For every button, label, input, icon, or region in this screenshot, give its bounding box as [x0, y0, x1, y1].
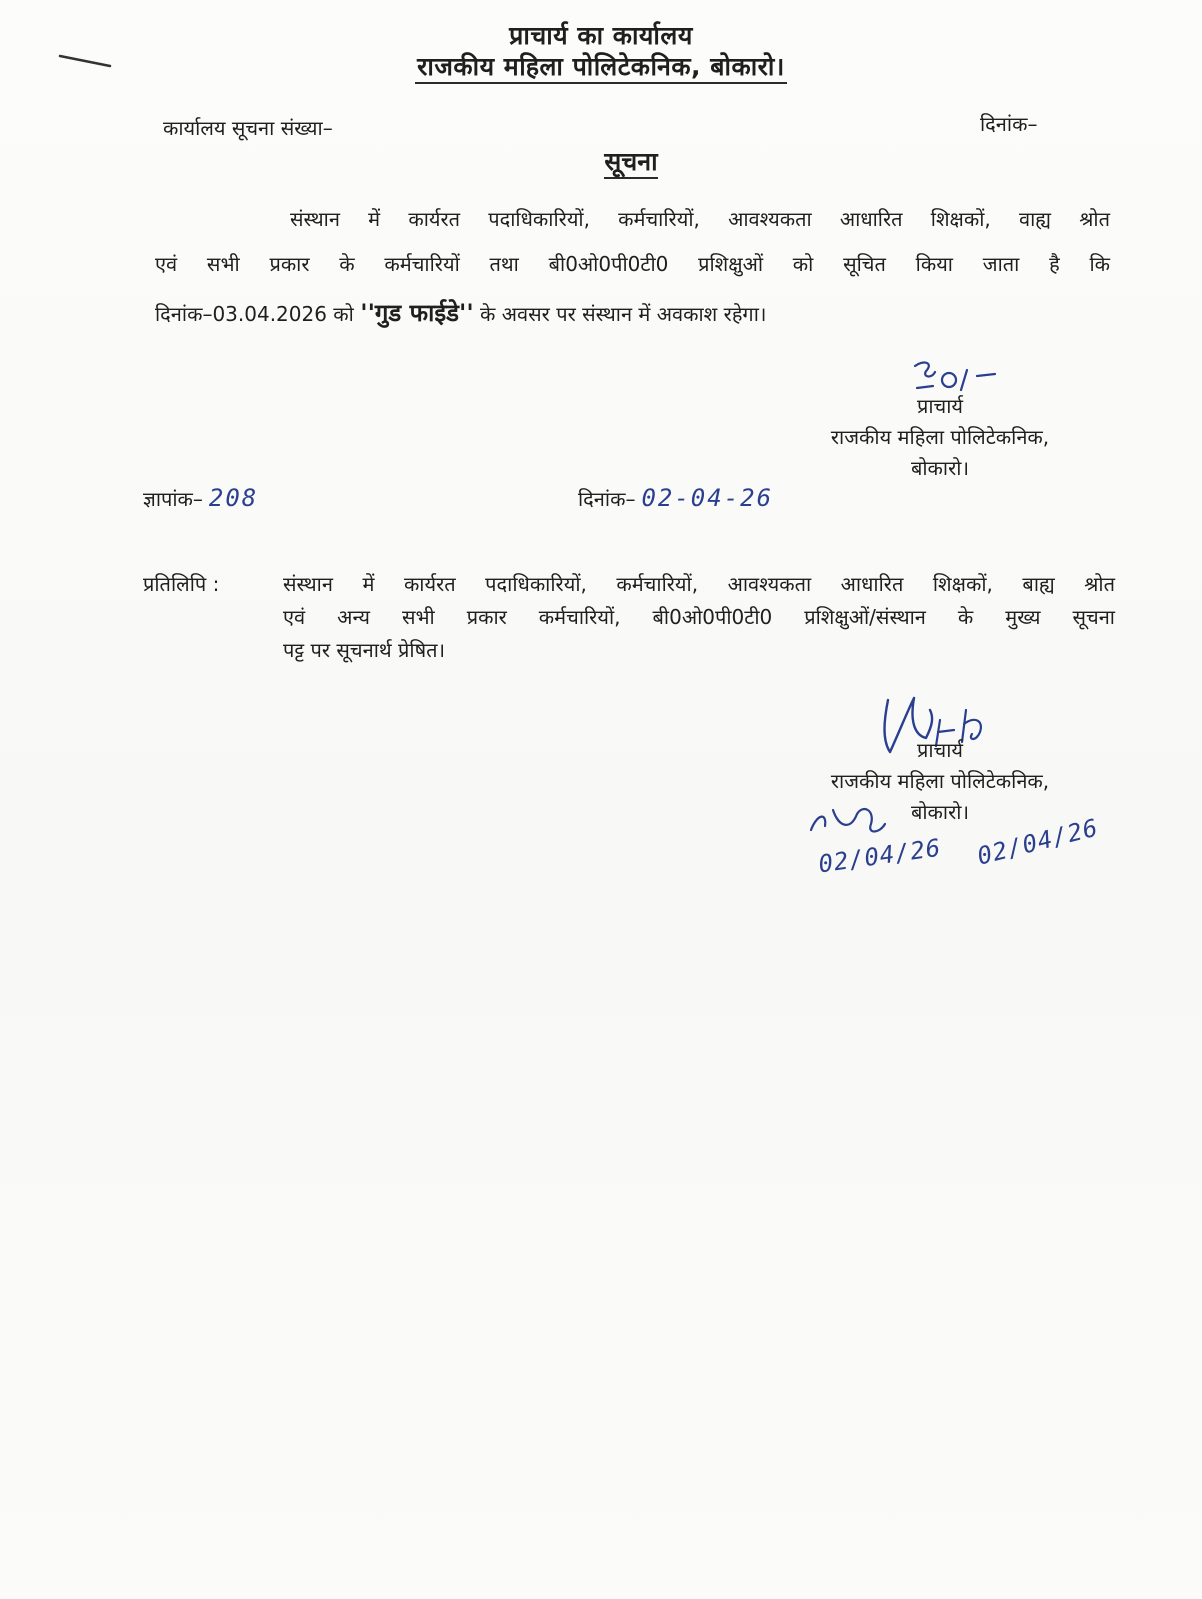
notice-closing-text: के अवसर पर संस्थान में अवकाश रहेगा। [473, 302, 767, 326]
notice-body-line-2: एवं सभी प्रकार के कर्मचारियों तथा बी0ओ0पी0टी0 प्रशिक्षुओं को सूचित किया जाता है कि [155, 252, 1110, 276]
office-heading: प्राचार्य का कार्यालय [509, 21, 693, 50]
signatory-designation: प्राचार्य [916, 394, 964, 418]
signatory-place: बोकारो। [910, 456, 970, 480]
copy-line-3: पट्ट पर सूचनार्थ प्रेषित। [283, 638, 446, 662]
receipt-date-2: 02/04/26 [974, 813, 1102, 871]
copy-signatory-place: बोकारो। [910, 800, 970, 824]
notice-date-text: दिनांक–03.04.2026 को [155, 302, 361, 326]
memo-label: ज्ञापांक– [143, 487, 203, 511]
notice-title [0, 144, 1202, 178]
notice-title-text: सूचना [604, 147, 657, 179]
copy-signatory-institution: राजकीय महिला पोलिटेकनिक, [830, 769, 1050, 793]
institution-heading-text: राजकीय महिला पोलिटेकनिक, बोकारो। [415, 52, 787, 84]
memo-number [143, 484, 258, 512]
copy-signatory-designation: प्राचार्य [916, 738, 964, 762]
initials-signature [905, 358, 1005, 394]
copy-line-1: संस्थान में कार्यरत पदाधिकारियों, कर्मचारियों, आवश्यकता आधारित शिक्षकों, बाह्य श्रोत [283, 572, 1115, 596]
memo-date-value: 02-04-26 [641, 484, 774, 512]
memo-number-value: 208 [208, 484, 259, 512]
institution-heading [0, 49, 1202, 83]
memo-date [578, 484, 773, 512]
notice-body-line-1: संस्थान में कार्यरत पदाधिकारियों, कर्मचारियों, आवश्यकता आधारित शिक्षकों, वाह्य श्रोत [290, 207, 1110, 231]
signatory-institution: राजकीय महिला पोलिटेकनिक, [830, 425, 1050, 449]
receipt-date-1: 02/04/26 [816, 833, 943, 879]
copy-line-2: एवं अन्य सभी प्रकार कर्मचारियों, बी0ओ0पी0टी0 प्रशिक्षुओं/संस्थान के मुख्य सूचना [283, 605, 1115, 629]
signature-block-1 [780, 391, 1100, 484]
notice-body-line-3 [155, 296, 1110, 329]
notice-date-label: दिनांक– [980, 112, 1038, 136]
holiday-name: ''गुड फाईडे'' [360, 299, 474, 327]
memo-date-label: दिनांक– [578, 487, 636, 511]
notice-number-label: कार्यालय सूचना संख्या– [163, 116, 333, 140]
receipt-initials [805, 800, 895, 840]
copy-label: प्रतिलिपि : [143, 572, 220, 596]
